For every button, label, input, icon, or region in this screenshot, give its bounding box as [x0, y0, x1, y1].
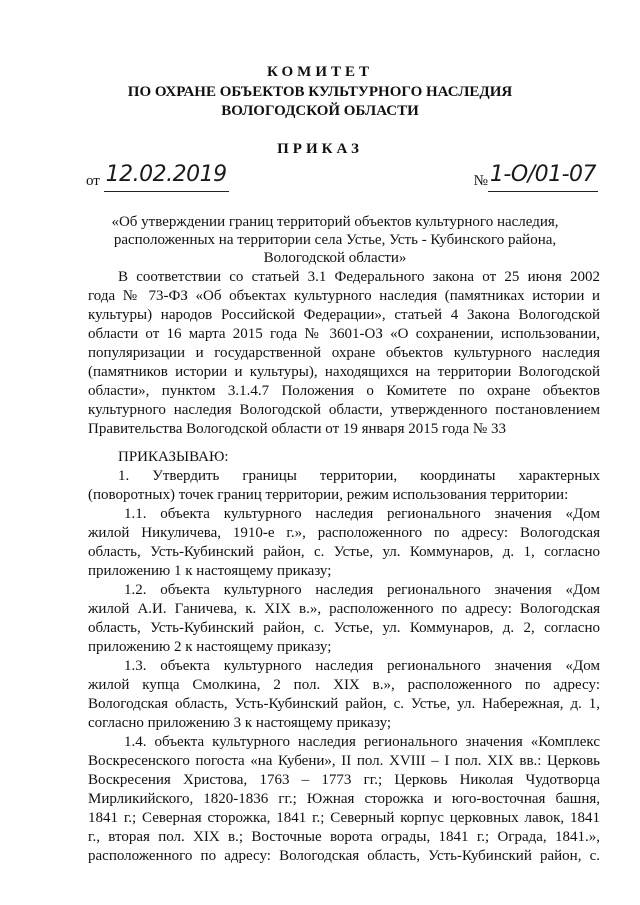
- text-line: Воскресенского погоста «на Кубени», II пол. XVIII – I пол. XIX вв.: Церковь: [88, 753, 600, 769]
- text-line: года № 73-ФЗ «Об объектах культурного наследия (памятниках истории и: [88, 288, 600, 304]
- text-line: 1.2. объекта культурного наследия регионального значения «Дом: [124, 582, 600, 598]
- text-line: В соответствии со статьей 3.1 Федерального закона от 25 июня 2002: [118, 269, 600, 285]
- text-line: согласно приложению 3 к настоящему приказу;: [88, 715, 392, 731]
- text-line: области от 16 марта 2015 года № 3601-ОЗ «О сохранении, использовании,: [88, 326, 600, 342]
- text-line: 1.1. объекта культурного наследия регионального значения «Дом: [124, 506, 600, 522]
- text-line: Правительства Вологодской области от 19 января 2015 года № 33: [88, 421, 506, 437]
- committee-name-line: ПО ОХРАНЕ ОБЪЕКТОВ КУЛЬТУРНОГО НАСЛЕДИЯ: [127, 84, 513, 100]
- date-prefix: от: [86, 173, 100, 189]
- preamble-paragraph: [88, 268, 600, 439]
- order-heading: ПРИКАЗЫВАЮ:: [118, 449, 229, 465]
- text-line: 1.3. объекта культурного наследия регионального значения «Дом: [124, 658, 600, 674]
- title-line: «Об утверждении границ территорий объектов культурного наследия,: [111, 214, 559, 230]
- text-line: 1.4. объекта культурного наследия регионального значения «Комплекс: [124, 734, 600, 750]
- text-line: культурного наследия Вологодской области, утвержденного постановлением: [88, 402, 600, 418]
- title-line: расположенных на территории села Устье, Усть - Кубинского района,: [113, 232, 557, 248]
- order-section: [88, 448, 600, 866]
- text-line: Мирликийского, 1820-1836 гг.; Южная сторожка и юго-восточная башня,: [88, 791, 600, 807]
- handwritten-date: 12.02.2019: [105, 162, 227, 187]
- order-title: [80, 213, 590, 267]
- handwritten-number: 1-О/01-07: [489, 162, 596, 187]
- text-line: область, Усть-Кубинский район, с. Устье, ул. Коммунаров, д. 1, согласно: [88, 544, 600, 560]
- text-line: жилой Никуличева, 1910-е г.», расположенного по адресу: Вологодская: [88, 525, 600, 541]
- text-line: жилой А.И. Ганичева, к. XIX в.», расположенного по адресу: Вологодская: [88, 601, 600, 617]
- document-type: ПРИКАЗ: [277, 141, 363, 157]
- text-line: г., вторая пол. XIX в.; Восточные ворота ограды, 1841 г.; Ограда, 1841.»,: [88, 829, 600, 845]
- document-date: [86, 162, 229, 192]
- committee-region-line: ВОЛОГОДСКОЙ ОБЛАСТИ: [221, 103, 419, 119]
- text-line: области», пунктом 3.1.4.7 Положения о Комитете по охране объектов: [88, 383, 600, 399]
- text-line: приложению 2 к настоящему приказу;: [88, 639, 332, 655]
- text-line: культуры) народов Российской Федерации», статьей 4 Закона Вологодской: [88, 307, 600, 323]
- text-line: жилой купца Смолкина, 2 пол. XIX в.», расположенного по адресу:: [88, 677, 600, 693]
- date-number-row: [86, 162, 598, 196]
- document-number: [473, 162, 598, 192]
- text-line: область, Усть-Кубинский район, с. Устье, ул. Коммунаров, д. 2, согласно: [88, 620, 600, 636]
- text-line: популяризации и государственной охране объектов культурного наследия: [88, 345, 600, 361]
- text-line: Вологодская область, Усть-Кубинский район, с. Устье, ул. Набережная, д. 1,: [88, 696, 600, 712]
- text-line: Воскресения Христова, 1763 – 1773 гг.; Церковь Николая Чудотворца: [88, 772, 600, 788]
- title-line: Вологодской области»: [263, 250, 407, 266]
- text-line: приложению 1 к настоящему приказу;: [88, 563, 332, 579]
- text-line: 1841 г.; Северная сторожка, 1841 г.; Северный корпус церковных лавок, 1841: [88, 810, 600, 826]
- number-prefix: №: [473, 173, 488, 189]
- text-line: расположенного по адресу: Вологодская область, Усть-Кубинский район, с.: [88, 848, 600, 864]
- text-line: (памятников истории и культуры), находящихся на территории Вологодской: [88, 364, 600, 380]
- committee-heading: КОМИТЕТ: [266, 64, 373, 80]
- text-line: 1. Утвердить границы территории, координаты характерных: [118, 468, 600, 484]
- text-line: (поворотных) точек границ территории, режим использования территории:: [88, 487, 569, 503]
